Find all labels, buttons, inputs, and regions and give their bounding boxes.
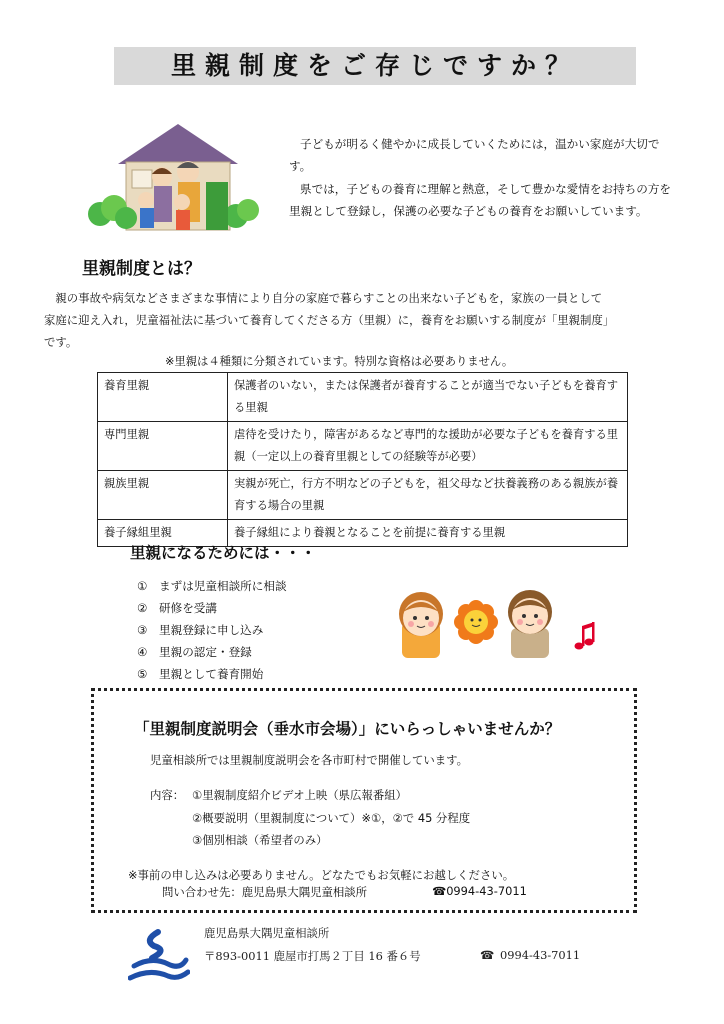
step-text: まずは児童相談所に相談 xyxy=(159,579,287,593)
event-content-label: 内容： xyxy=(150,788,185,802)
foster-types-table xyxy=(97,372,628,547)
step-number: ③ xyxy=(137,623,148,637)
list-item xyxy=(137,641,287,663)
about-heading: 里親制度とは？ xyxy=(82,259,201,279)
type-name: 専門里親 xyxy=(98,422,228,471)
kagoshima-logo-icon xyxy=(128,928,190,984)
type-name: 養育里親 xyxy=(98,373,228,422)
intro-text xyxy=(289,133,679,222)
event-item: ①里親制度紹介ビデオ上映（県広報番組） xyxy=(192,788,408,802)
steps-list xyxy=(137,575,287,685)
step-text: 里親として養育開始 xyxy=(159,667,264,681)
about-line: です。 xyxy=(44,335,78,349)
event-item: ②概要説明（里親制度について）※①，②で 45 分程度 xyxy=(192,811,471,825)
intro-paragraph: 県では，子どもの養育に理解と熱意，そして豊かな愛情をお持ちの方を里親として登録し，保護の必要な子どもの養育をお願いしています。 xyxy=(289,181,672,218)
house-family-illustration xyxy=(88,122,260,234)
event-item: ③個別相談（希望者のみ） xyxy=(192,833,328,847)
table-row xyxy=(98,471,628,520)
footer-phone: 0994-43-7011 xyxy=(500,948,581,962)
boy-face-icon xyxy=(508,590,552,658)
list-item xyxy=(137,619,287,641)
step-number: ② xyxy=(137,601,148,615)
list-item xyxy=(137,575,287,597)
footer-org: 鹿児島県大隅児童相談所 xyxy=(204,926,330,940)
list-item xyxy=(137,663,287,685)
step-number: ⑤ xyxy=(137,667,148,681)
step-number: ④ xyxy=(137,645,148,659)
sunflower-icon xyxy=(454,600,498,644)
phone-icon: ☎ xyxy=(480,948,495,962)
girl-face-icon xyxy=(399,592,443,658)
type-description: 実親が死亡，行方不明などの子どもを，祖父母など扶養義務のある親族が養育する場合の里親 xyxy=(228,471,628,520)
children-illustration xyxy=(396,588,606,660)
about-line: 親の事故や病気などさまざまな事情により自分の家庭で暮らすことの出来ない子どもを，家族の一員として xyxy=(44,291,603,305)
step-number: ① xyxy=(137,579,148,593)
event-intro: 児童相談所では里親制度説明会を各市町村で開催しています。 xyxy=(150,753,469,767)
event-notice: ※事前の申し込みは必要ありません。どなたでもお気軽にお越しください。 xyxy=(128,868,515,882)
type-description: 養子縁組により養親となることを前提に養育する里親 xyxy=(228,520,628,547)
list-item xyxy=(137,597,287,619)
event-title: 「里親制度説明会（垂水市会場）」にいらっしゃいませんか？ xyxy=(134,720,561,738)
event-phone: ☎0994-43-7011 xyxy=(432,884,527,898)
step-text: 里親の認定・登録 xyxy=(159,645,252,659)
step-text: 里親登録に申し込み xyxy=(159,623,264,637)
music-note-icon xyxy=(575,622,595,650)
types-note: ※里親は４種類に分類されています。特別な資格は必要ありません。 xyxy=(165,355,514,368)
footer-address: 〒893-0011 鹿屋市打馬２丁目 16 番６号 xyxy=(204,949,421,963)
about-line: 家庭に迎え入れ，児童福祉法に基づいて養育してくださる方（里親）に，養育をお願いする制度が「里親制度」 xyxy=(44,313,615,327)
type-description: 虐待を受けたり，障害があるなど専門的な援助が必要な子どもを養育する里親（一定以上の養育里親としての経験等が必要） xyxy=(228,422,628,471)
intro-paragraph: 子どもが明るく健やかに成長していくためには，温かい家庭が大切です。 xyxy=(289,137,660,174)
steps-heading: 里親になるためには・・・ xyxy=(130,544,317,562)
table-row xyxy=(98,422,628,471)
type-description: 保護者のいない，または保護者が養育することが適当でない子どもを養育する里親 xyxy=(228,373,628,422)
type-name: 養子縁組里親 xyxy=(98,520,228,547)
page-title: 里親制度をご存じですか？ xyxy=(114,47,636,85)
about-paragraph xyxy=(44,287,694,353)
type-name: 親族里親 xyxy=(98,471,228,520)
event-contact: 問い合わせ先：鹿児島県大隅児童相談所 xyxy=(162,885,368,899)
step-text: 研修を受講 xyxy=(159,601,217,615)
table-row xyxy=(98,373,628,422)
